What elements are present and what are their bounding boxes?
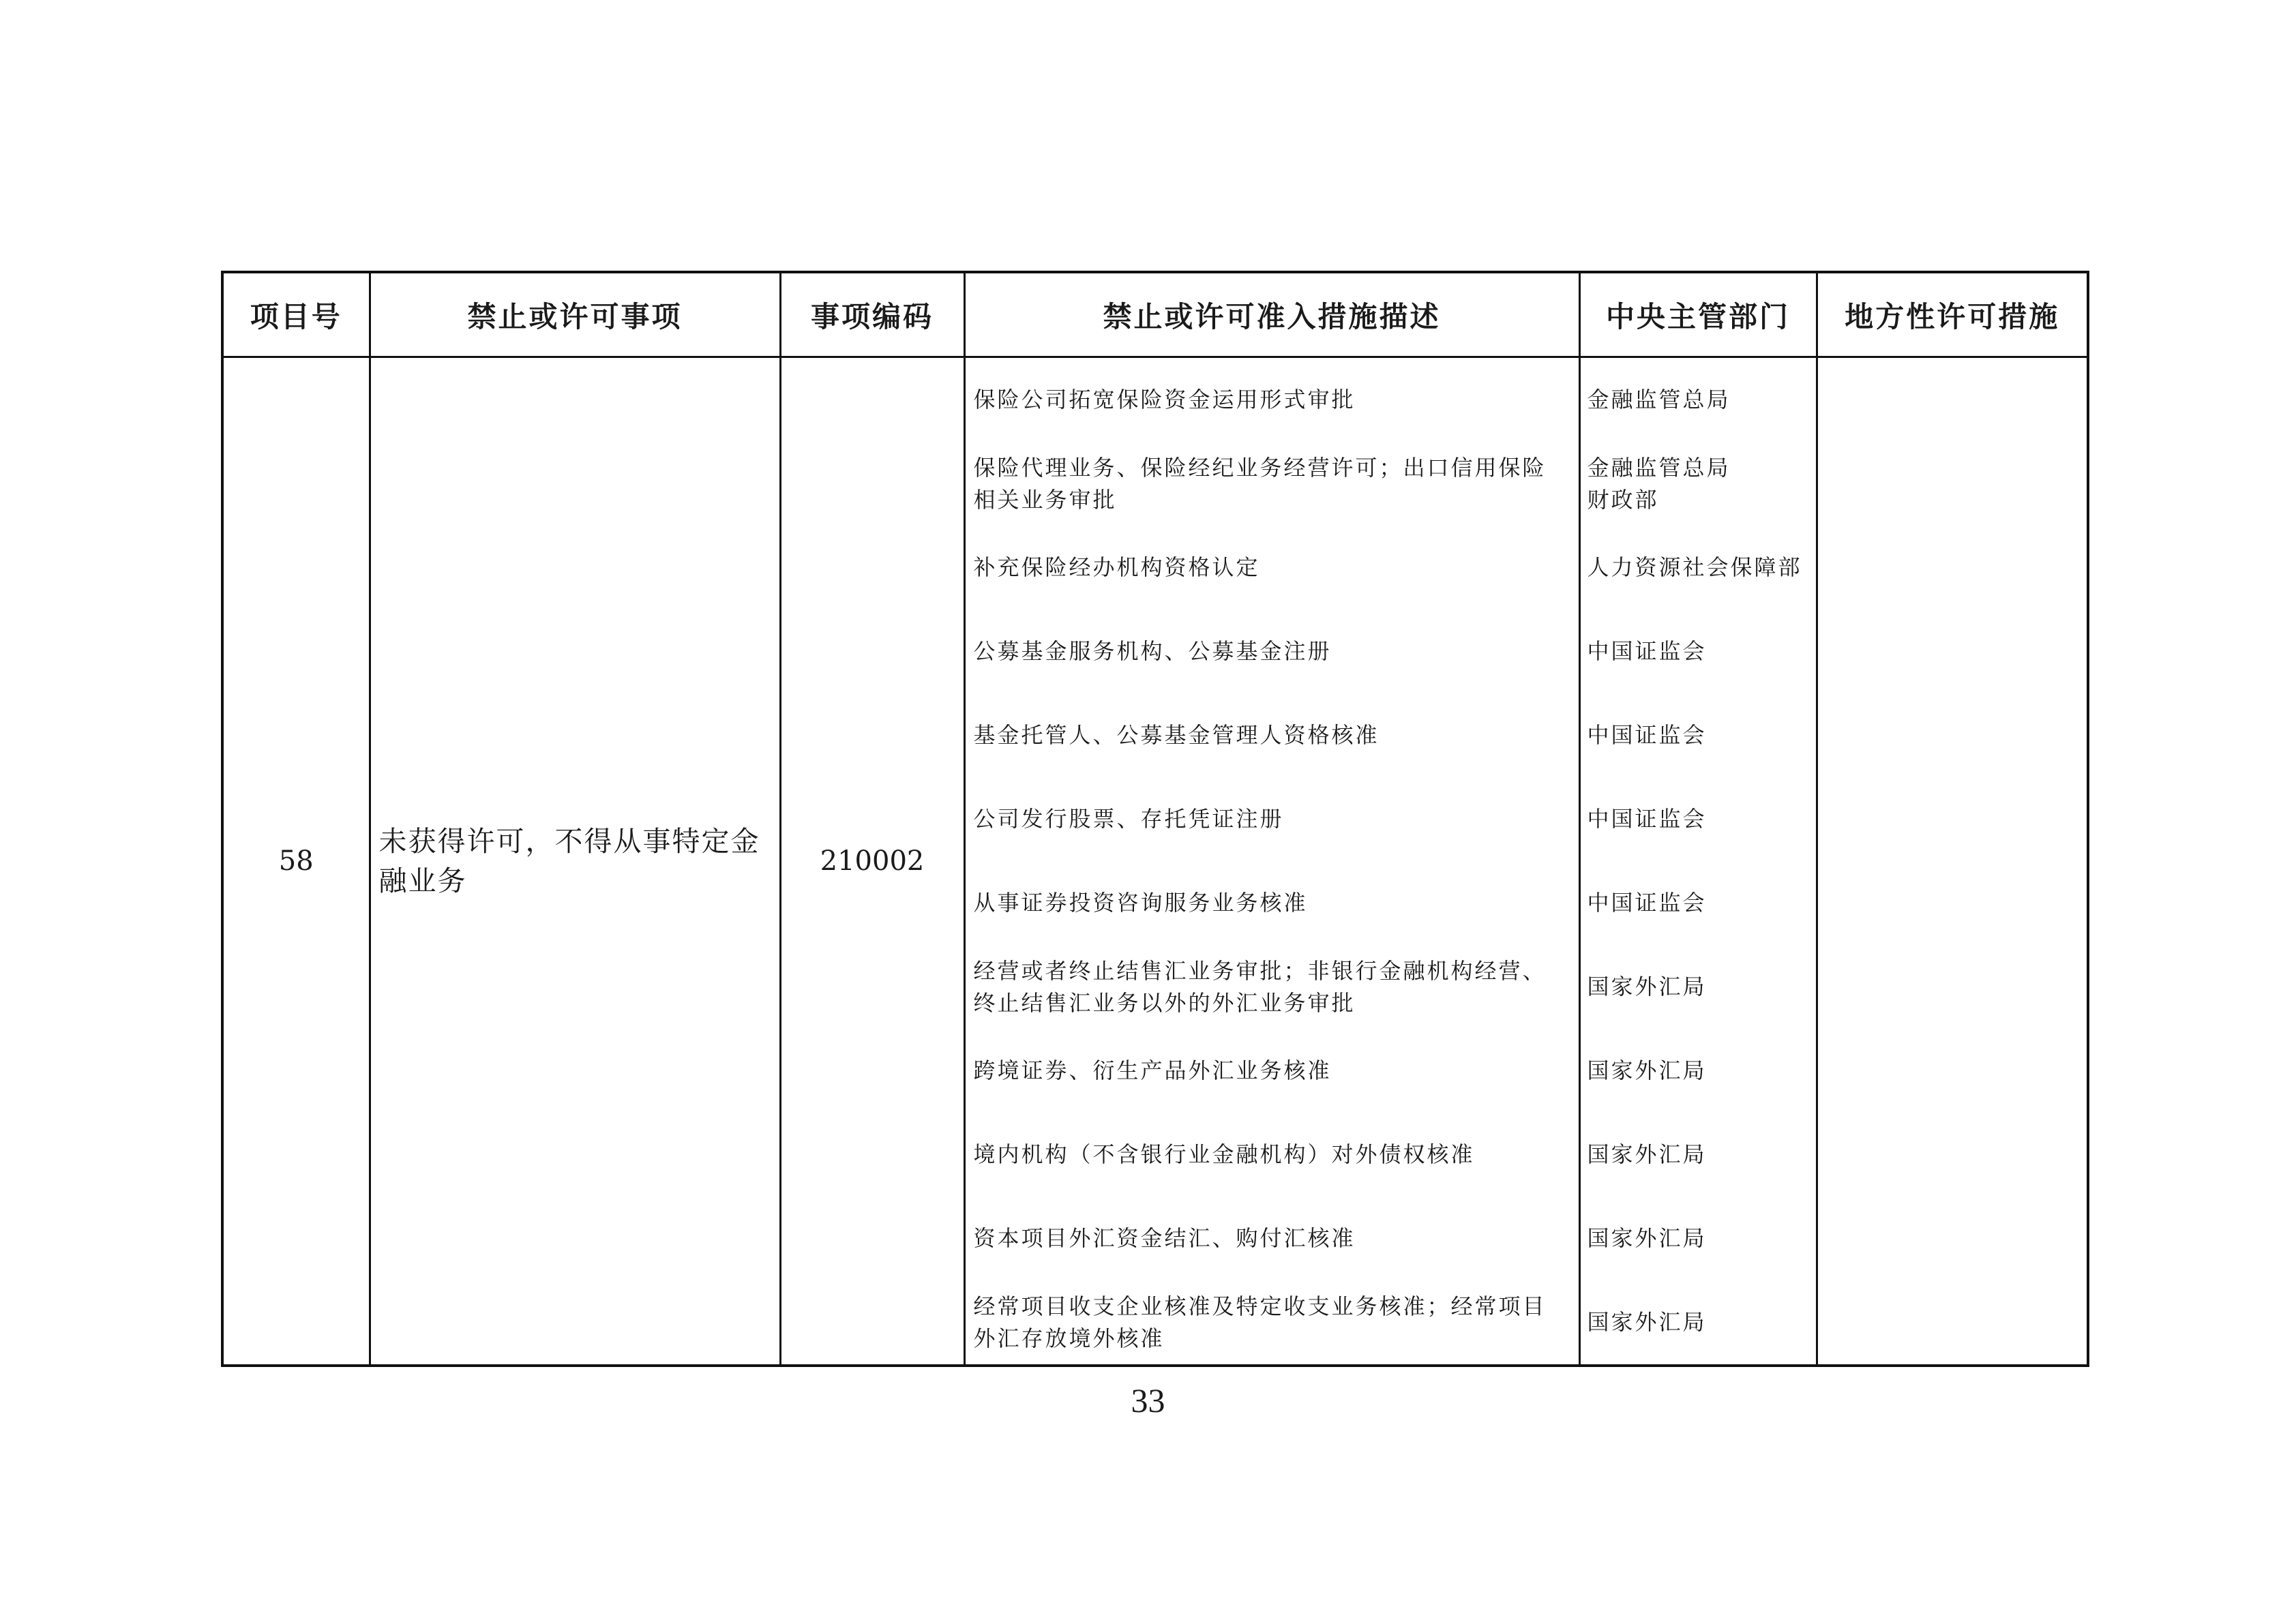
item-code-cell: 210002 [780,357,964,1366]
measure-item: 保险代理业务、保险经纪业务经营许可；出口信用保险相关业务审批 [973,454,1547,513]
department-item: 金融监管总局 财政部 [1587,454,1731,513]
departments-cell [1579,357,1817,1366]
department-item: 中国证监会 [1587,722,1707,748]
measure-item: 资本项目外汇资金结汇、购付汇核准 [973,1225,1356,1251]
measure-item: 公司发行股票、存托凭证注册 [973,806,1284,832]
header-item: 禁止或许可事项 [370,272,780,357]
department-item: 中国证监会 [1587,806,1707,832]
measure-item: 经营或者终止结售汇业务审批；非银行金融机构经营、终止结售汇业务以外的外汇业务审批 [973,957,1547,1016]
department-item: 中国证监会 [1587,890,1707,916]
header-item-code: 事项编码 [780,272,964,357]
departments-list [1581,358,1816,1364]
department-item: 国家外汇局 [1587,974,1707,1000]
measure-item: 补充保险经办机构资格认定 [973,554,1260,580]
measure-item: 境内机构（不含银行业金融机构）对外债权核准 [973,1141,1475,1167]
department-item: 国家外汇局 [1587,1225,1707,1251]
measure-item: 保险公司拓宽保险资金运用形式审批 [973,387,1356,412]
table-row [222,357,2088,1366]
measure-item: 经常项目收支企业核准及特定收支业务核准；经常项目外汇存放境外核准 [973,1293,1547,1351]
table-header-row [222,272,2088,357]
header-local-measures: 地方性许可措施 [1817,272,2088,357]
permit-table [221,271,2089,1367]
department-item: 国家外汇局 [1587,1057,1707,1083]
measure-item: 公募基金服务机构、公募基金注册 [973,638,1332,664]
measure-item: 基金托管人、公募基金管理人资格核准 [973,722,1380,748]
header-measure-description: 禁止或许可准入措施描述 [964,272,1579,357]
department-item: 中国证监会 [1587,638,1707,664]
measure-item: 跨境证券、衍生产品外汇业务核准 [973,1057,1332,1083]
department-item: 国家外汇局 [1587,1141,1707,1167]
department-item: 国家外汇局 [1587,1309,1707,1335]
department-item: 金融监管总局 [1587,387,1731,412]
item-number-cell: 58 [222,357,370,1366]
header-item-number: 项目号 [222,272,370,357]
page-number: 33 [1131,1381,1165,1420]
item-cell: 未获得许可，不得从事特定金融业务 [370,357,780,1366]
local-measures-cell [1817,357,2088,1366]
measures-cell [964,357,1579,1366]
measures-list [966,358,1579,1364]
department-item: 人力资源社会保障部 [1587,554,1802,580]
header-central-department: 中央主管部门 [1579,272,1817,357]
measure-item: 从事证券投资咨询服务业务核准 [973,890,1308,916]
